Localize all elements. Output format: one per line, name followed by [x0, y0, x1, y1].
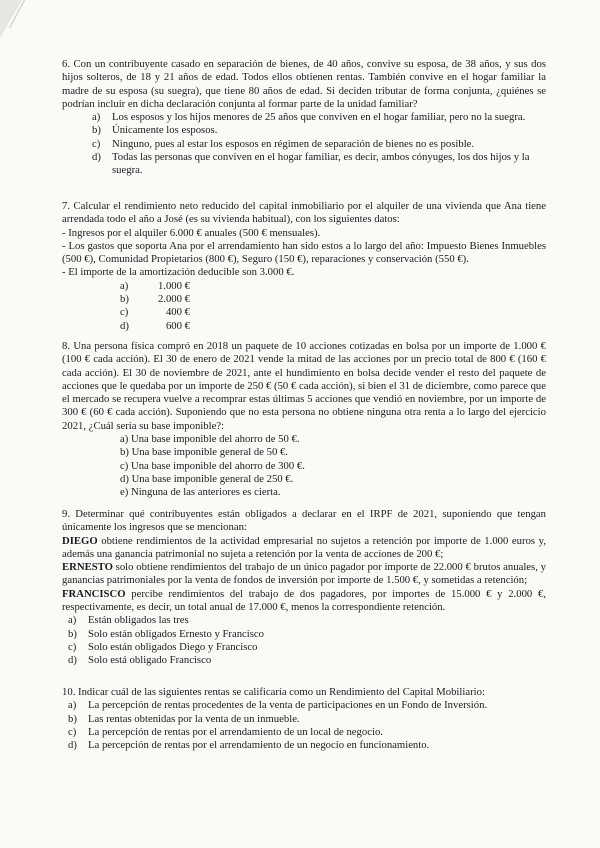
question-10-option-a: a) La percepción de rentas procedentes de la venta de participaciones en un Fondo de Inversión. [68, 699, 488, 712]
question-6-option-c: c) Ninguno, pues al estar los esposos en régimen de separación de bienes no es posible. [92, 137, 475, 150]
question-8 [62, 340, 546, 500]
question-9-option-c: c) Solo están obligados Diego y Francisco [68, 640, 258, 653]
question-6-option-a: a) Los esposos y los hijos menores de 25 años que conviven en el hogar familiar, pero no la suegra. [92, 111, 526, 124]
question-7-expenses: - Los gastos que soporta Ana por el arrendamiento han sido estos a lo largo del año: Impuesto Bienes Inmuebles (500 €), Comunidad Propietarios (800 €), Seguro (150 €), reparaciones y conservación (550 €). [62, 239, 546, 266]
question-6 [62, 58, 546, 178]
folded-corner [0, 0, 22, 38]
question-7-stem: 7. Calcular el rendimiento neto reducido del capital inmobiliario por el alquiler de una vivienda que Ana tiene arrendada todo el año a José (es su vivienda habitual), con los siguientes datos: [62, 200, 546, 226]
question-10-option-d: d) La percepción de rentas por el arrendamiento de un negocio en funcionamiento. [68, 739, 430, 752]
question-9-option-b: b) Solo están obligados Ernesto y Francisco [68, 627, 265, 640]
question-8-option-a: a) Una base imponible del ahorro de 50 €. [120, 433, 300, 446]
question-7-option-a: a) 1.000 € [120, 279, 190, 292]
question-9-francisco: FRANCISCO percibe rendimientos del trabajo de dos pagadores, por importes de 15.000 € y 2.000 €, respectivamente, es decir, un total anual de 17.000 €, menos la correspondiente retención. [62, 587, 546, 614]
question-6-stem: 6. Con un contribuyente casado en separación de bienes, de 40 años, convive su esposa, de 38 años, y sus dos hijos solteros, de 18 y 21 años de edad. Todos ellos obtienen rentas. También convive en el hogar familiar la madre de su esposa (su suegra), que tiene 80 años de edad. Si deciden tributar de forma conjunta, ¿quiénes se podrían incluir en dicha declaración conjunta al formar parte de la unidad familiar? [62, 58, 546, 110]
question-7-income: - Ingresos por el alquiler 6.000 € anuales (500 € mensuales). [62, 226, 321, 239]
question-10-stem: 10. Indicar cuál de las siguientes rentas se calificaría como un Rendimiento del Capital Mobiliario: [62, 686, 485, 698]
question-7-option-d: d) 600 € [120, 319, 190, 332]
question-7 [62, 200, 546, 333]
question-10-option-b: b) Las rentas obtenidas por la venta de un inmueble. [68, 712, 300, 725]
question-8-option-b: b) Una base imponible general de 50 €. [120, 446, 288, 459]
question-10-option-c: c) La percepción de rentas por el arrendamiento de un local de negocio. [68, 725, 383, 738]
question-9 [62, 508, 546, 668]
question-9-option-a: a) Están obligados las tres [68, 614, 189, 627]
question-7-option-c: c) 400 € [120, 306, 190, 319]
question-9-ernesto: ERNESTO solo obtiene rendimientos del trabajo de un único pagador por importe de 22.000 € brutos anuales, y ganancias patrimoniales por la venta de fondos de inversión por importe de 1.500 €, y sometidas a retención; [62, 561, 546, 587]
question-9-diego: DIEGO obtiene rendimientos de la actividad empresarial no sujetos a retención por importe de 1.000 euros y, además una ganancia patrimonial no sujeta a retención por la venta de acciones de 200 €; [62, 534, 546, 560]
question-10 [62, 686, 546, 752]
question-9-option-d: d) Solo está obligado Francisco [68, 654, 212, 667]
question-6-option-d: d) Todas las personas que conviven en el hogar familiar, es decir, ambos cónyuges, los dos hijos y la suegra. [92, 151, 530, 177]
question-8-option-d: d) Una base imponible general de 250 €. [120, 472, 294, 485]
question-8-option-c: c) Una base imponible del ahorro de 300 €. [120, 459, 305, 472]
question-8-stem: 8. Una persona física compró en 2018 un paquete de 10 acciones cotizadas en bolsa por un importe de 1.000 € (100 € cada acción). El 30 de enero de 2021 vende la mitad de las acciones por un precio total de 800 € (160 € cada acción). El 30 de noviembre de 2021, ante el hundimiento en bolsa decide vender el resto del paquete de acciones que le quedaba por un importe de 250 € (50 € cada acción), si bien el 31 de diciembre, como parece que el mercado se recupera vuelve a recomprar estas últimas 5 acciones que vendió en noviembre, por un importe de 300 € (60 € cada acción). Suponiendo que no esta persona no obtiene ninguna otra renta a lo largo del ejercicio 2021, ¿Cuál sería su base imponible?: [62, 340, 546, 432]
question-7-amortization: - El importe de la amortización deducible son 3.000 €. [62, 266, 295, 279]
question-6-option-b: b) Únicamente los esposos. [92, 124, 218, 137]
question-9-stem: 9. Determinar qué contribuyentes están obligados a declarar en el IRPF de 2021, suponiendo que tengan únicamente los ingresos que se mencionan: [62, 508, 546, 534]
question-8-option-e: e) Ninguna de las anteriores es cierta. [120, 486, 281, 499]
question-7-option-b: b) 2.000 € [120, 293, 190, 306]
